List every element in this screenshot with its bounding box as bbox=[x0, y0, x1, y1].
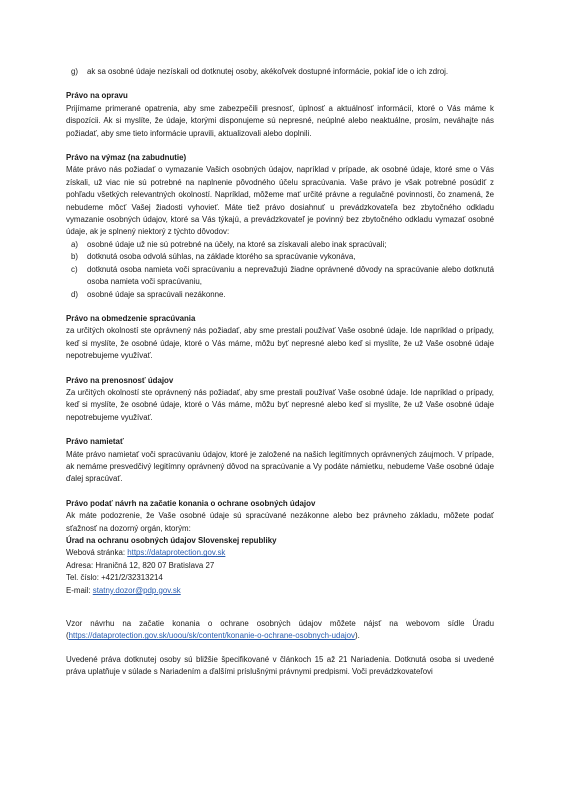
section-heading: Právo namietať bbox=[66, 437, 124, 447]
section-right-to-complain bbox=[66, 498, 494, 597]
form-template-paragraph bbox=[66, 618, 494, 643]
section-heading: Právo na výmaz (na zabudnutie) bbox=[66, 153, 187, 163]
erasure-reasons-list bbox=[66, 239, 494, 301]
list-marker: b) bbox=[71, 252, 79, 262]
section-body: za určitých okolností ste oprávnený nás požiadať, aby sme prestali používať Vaše osobné údaje. Ide napríklad o prípady, keď si myslíte, že osobné údaje, ktoré o Vás máme, môžu byť nepresné alebo keď si myslíte, že už Vaše osobné údaje nepotrebujeme využívať. bbox=[66, 326, 494, 361]
section-heading: Právo na obmedzenie spracúvania bbox=[66, 313, 196, 323]
section-body: Ak máte podozrenie, že Vaše osobné údaje sú spracúvané nezákonne alebo bez právneho základu, môžete podať sťažnosť na dozorný orgán, ktorým: bbox=[66, 511, 494, 533]
section-body: Prijímame primerané opatrenia, aby sme zabezpečili presnosť, úplnosť a aktuálnosť informácií, ktoré o Vás máme k dispozícii. Ak si myslíte, že údaje, ktorými disponujeme sú nepresné, neúplné alebo neaktuálne, prosím, neváhajte nás požiadať, aby sme tieto informácie upravili, aktualizovali alebo doplnili. bbox=[66, 103, 494, 138]
list-item-text: ak sa osobné údaje nezískali od dotknutej osoby, akékoľvek dostupné informácie, pokiaľ ide o ich zdroj. bbox=[87, 67, 449, 76]
section-right-to-object bbox=[66, 436, 494, 486]
website-link[interactable]: https://dataprotection.gov.sk bbox=[127, 548, 226, 558]
email-link[interactable]: statny.dozor@pdp.gov.sk bbox=[92, 585, 181, 595]
section-heading: Právo na prenosnosť údajov bbox=[66, 375, 174, 385]
authority-phone: Tel. číslo: +421/2/32313214 bbox=[66, 573, 163, 583]
list-marker: g) bbox=[71, 67, 79, 76]
form-template-link[interactable]: https://dataprotection.gov.sk/uoou/sk/content/konanie-o-ochrane-osobnych-udajov bbox=[68, 631, 355, 641]
section-body: Máte právo nás požiadať o vymazanie Vašich osobných údajov, napríklad v prípade, ak osobné údaje, ktoré sme o Vás získali, už viac nie sú potrebné na naplnenie pôvodného účelu spracúvania. Vaše právo je však potrebné posúdiť z pohľadu všetkých relevantných okolností. Napríklad, môžeme mať určité právne a regulačné povinnosti, čo znamená, že nebudeme môcť Vašej žiadosti vyhovieť. Máte tiež právo dosiahnuť u prevádzkovateľa bez zbytočného odkladu vymazanie osobných údajov, ktoré sa Vás týkajú, a prevádzkovateľ je povinný bez zbytočného odkladu vymazať osobné údaje, ak je splnený niektorý z týchto dôvodov: bbox=[66, 165, 494, 237]
authority-address: Adresa: Hraničná 12, 820 07 Bratislava 27 bbox=[66, 560, 215, 570]
section-right-to-portability bbox=[66, 375, 494, 425]
section-body: Za určitých okolností ste oprávnený nás požiadať, aby sme prestali používať Vaše osobné údaje. Ide napríklad o prípady, keď si myslíte, že osobné údaje, ktoré o Vás máme, môžu byť nepresné alebo keď si myslíte, že už Vaše osobné údaje nepotrebujeme využívať. bbox=[66, 387, 494, 422]
intro-list bbox=[66, 66, 494, 78]
website-label: Webová stránka: bbox=[66, 548, 128, 558]
section-body: Máte právo namietať voči spracúvaniu údajov, ktoré je založené na našich legitímnych oprávnených záujmoch. V prípade, ak nemáme presvedčivý legitímny oprávnený dôvod na spracúvanie a Vy podáte námietku, nebudeme Vaše osobné údaje ďalej spracúvať. bbox=[66, 449, 494, 484]
section-right-to-erasure bbox=[66, 152, 494, 301]
list-marker: c) bbox=[71, 264, 78, 274]
form-text-after: ). bbox=[354, 631, 360, 641]
authority-website bbox=[66, 547, 494, 559]
email-label: E-mail: bbox=[66, 585, 93, 595]
form-text-before: Vzor návrhu na začatie konania o ochrane osobných údajov môžete nájsť na webovom sídle Úradu ( bbox=[66, 619, 494, 641]
list-item bbox=[66, 239, 494, 251]
section-heading: Právo na opravu bbox=[66, 91, 128, 101]
list-item-text: osobné údaje sa spracúvali nezákonne. bbox=[87, 289, 226, 299]
final-paragraph: Uvedené práva dotknutej osoby sú bližšie špecifikované v článkoch 15 až 21 Nariadenia. Dotknutá osoba si uvedené práva uplatňuje v súlade s Nariadením a ďalšími príslušnými právnymi predpismi. Voči prevádzkovateľovi bbox=[66, 654, 494, 677]
authority-email bbox=[66, 585, 494, 597]
list-item bbox=[66, 66, 494, 78]
authority-name: Úrad na ochranu osobných údajov Slovenskej republiky bbox=[66, 536, 277, 545]
list-item-text: dotknutá osoba odvolá súhlas, na základe ktorého sa spracúvanie vykonáva, bbox=[87, 252, 356, 262]
list-item-text: dotknutá osoba namieta voči spracúvaniu a neprevažujú žiadne oprávnené dôvody na spracúvanie alebo dotknutá osoba namieta voči spracúvaniu, bbox=[87, 264, 494, 287]
list-item-text: osobné údaje už nie sú potrebné na účely, na ktoré sa získavali alebo inak spracúvali; bbox=[87, 239, 387, 249]
section-right-to-restriction bbox=[66, 313, 494, 363]
list-item bbox=[66, 289, 494, 301]
section-heading: Právo podať návrh na začatie konania o ochrane osobných údajov bbox=[66, 498, 316, 508]
list-marker: d) bbox=[71, 289, 79, 299]
list-item bbox=[66, 264, 494, 289]
section-right-to-rectification bbox=[66, 90, 494, 140]
list-item bbox=[66, 251, 494, 263]
list-marker: a) bbox=[71, 239, 79, 249]
